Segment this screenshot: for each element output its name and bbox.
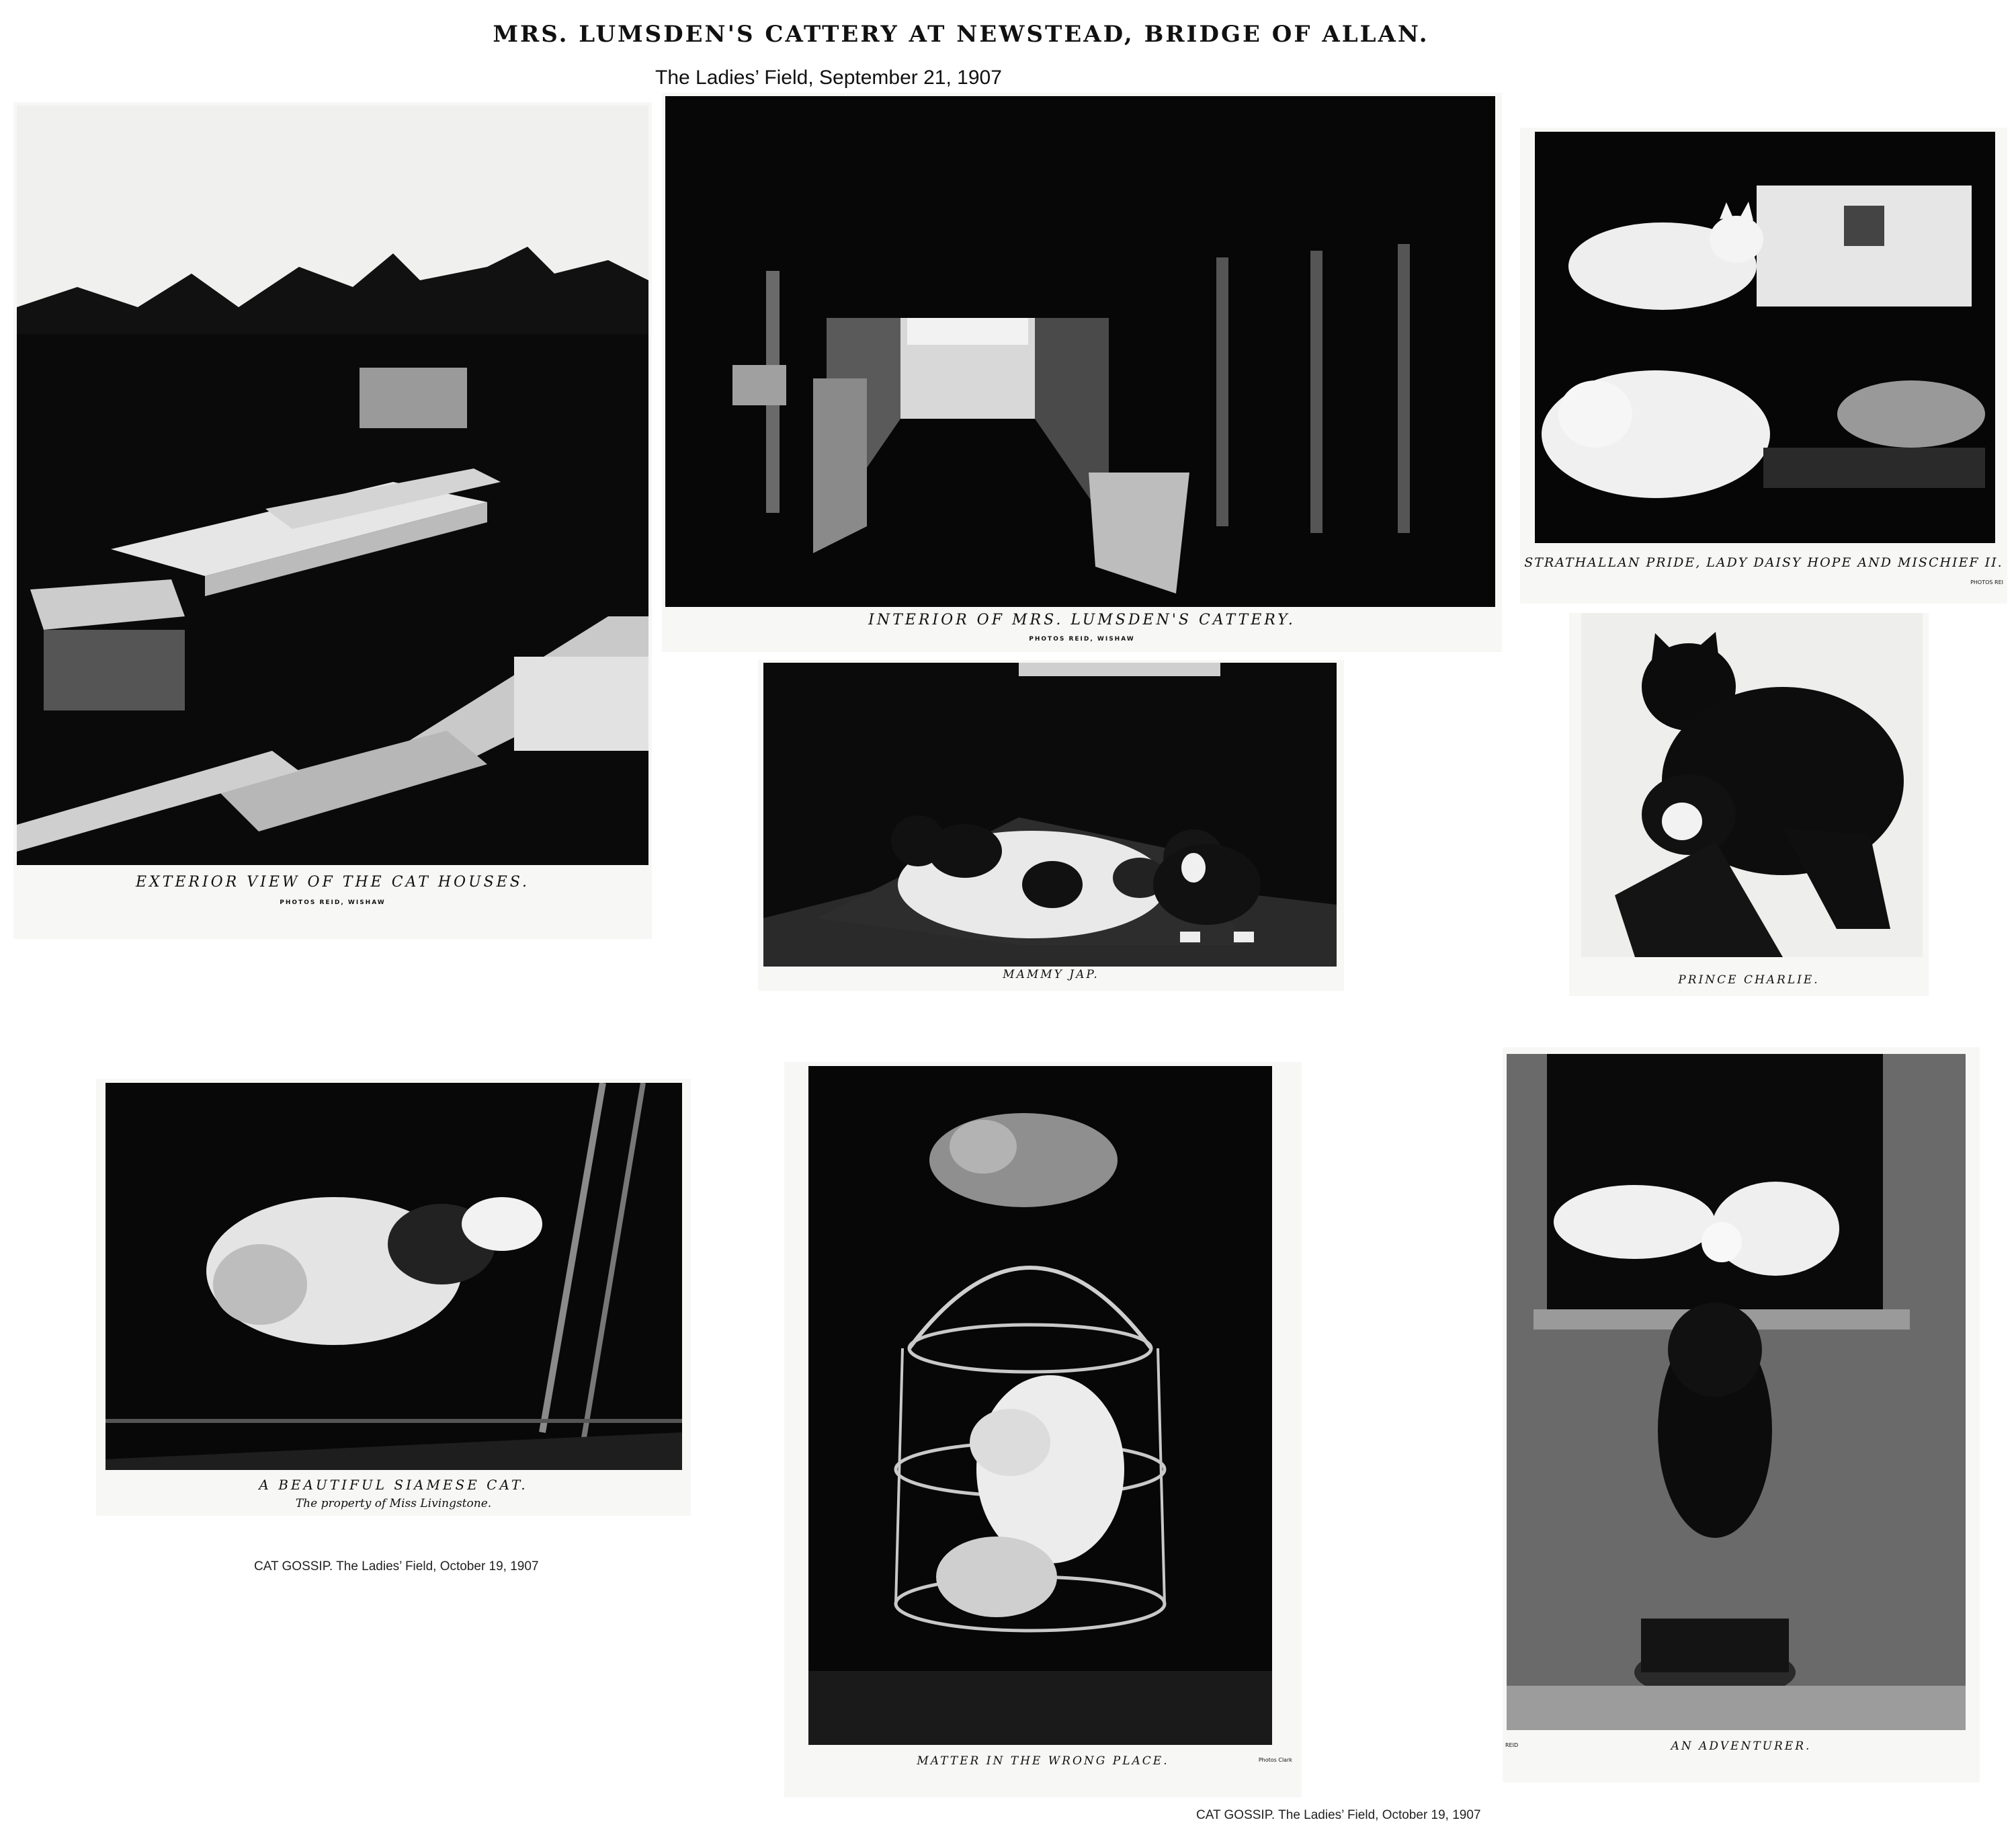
photo-siamese-cat bbox=[106, 1083, 682, 1470]
source-line: The Ladies’ Field, September 21, 1907 bbox=[655, 67, 1002, 89]
photo-interior-view bbox=[665, 96, 1495, 607]
source-note-cat-gossip-1: CAT GOSSIP. The Ladies’ Field, October 19, 1907 bbox=[254, 1559, 539, 1574]
photo-an-adventurer bbox=[1507, 1054, 1966, 1730]
subcaption-siamese: The property of Miss Livingstone. bbox=[295, 1497, 492, 1510]
photo-exterior-view bbox=[17, 106, 648, 865]
photo-strathallan-pride bbox=[1535, 132, 1995, 543]
photo-card-adventurer bbox=[1503, 1047, 1980, 1783]
photo-matter-wrong-place bbox=[808, 1066, 1272, 1745]
caption-siamese: A BEAUTIFUL SIAMESE CAT. bbox=[259, 1477, 528, 1493]
caption-mammy-jap: MAMMY JAP. bbox=[1003, 968, 1099, 981]
photo-mammy-jap bbox=[763, 663, 1337, 967]
caption-adventurer: AN ADVENTURER. bbox=[1671, 1740, 1812, 1753]
caption-prince-charlie: PRINCE CHARLIE. bbox=[1678, 973, 1820, 987]
photo-card-mammy-jap bbox=[758, 660, 1344, 991]
source-note-cat-gossip-2: CAT GOSSIP. The Ladies’ Field, October 19, 1907 bbox=[1196, 1808, 1481, 1822]
photo-card-strathallan bbox=[1520, 128, 2007, 604]
photo-card-matter bbox=[784, 1062, 1302, 1797]
photo-card-interior bbox=[662, 93, 1502, 652]
page-title: MRS. LUMSDEN'S CATTERY AT NEWSTEAD, BRIDGE OF ALLAN. bbox=[493, 21, 1429, 48]
credit-exterior: PHOTOS REID, WISHAW bbox=[280, 899, 386, 906]
credit-strathallan: PHOTOS REI bbox=[1970, 579, 2003, 585]
photo-card-siamese bbox=[96, 1079, 691, 1516]
photo-card-exterior bbox=[13, 102, 652, 939]
credit-adventurer: REID bbox=[1505, 1742, 1519, 1748]
caption-exterior: EXTERIOR VIEW OF THE CAT HOUSES. bbox=[135, 874, 530, 891]
credit-matter: Photos Clark bbox=[1258, 1757, 1292, 1763]
credit-interior: PHOTOS REID, WISHAW bbox=[1029, 636, 1135, 643]
caption-matter: MATTER IN THE WRONG PLACE. bbox=[917, 1754, 1169, 1768]
caption-interior: INTERIOR OF MRS. LUMSDEN'S CATTERY. bbox=[868, 612, 1296, 628]
photo-prince-charlie bbox=[1581, 613, 1923, 957]
caption-strathallan: STRATHALLAN PRIDE, LADY DAISY HOPE AND MISCHIEF II. bbox=[1524, 555, 2003, 570]
photo-card-prince-charlie bbox=[1569, 613, 1929, 996]
